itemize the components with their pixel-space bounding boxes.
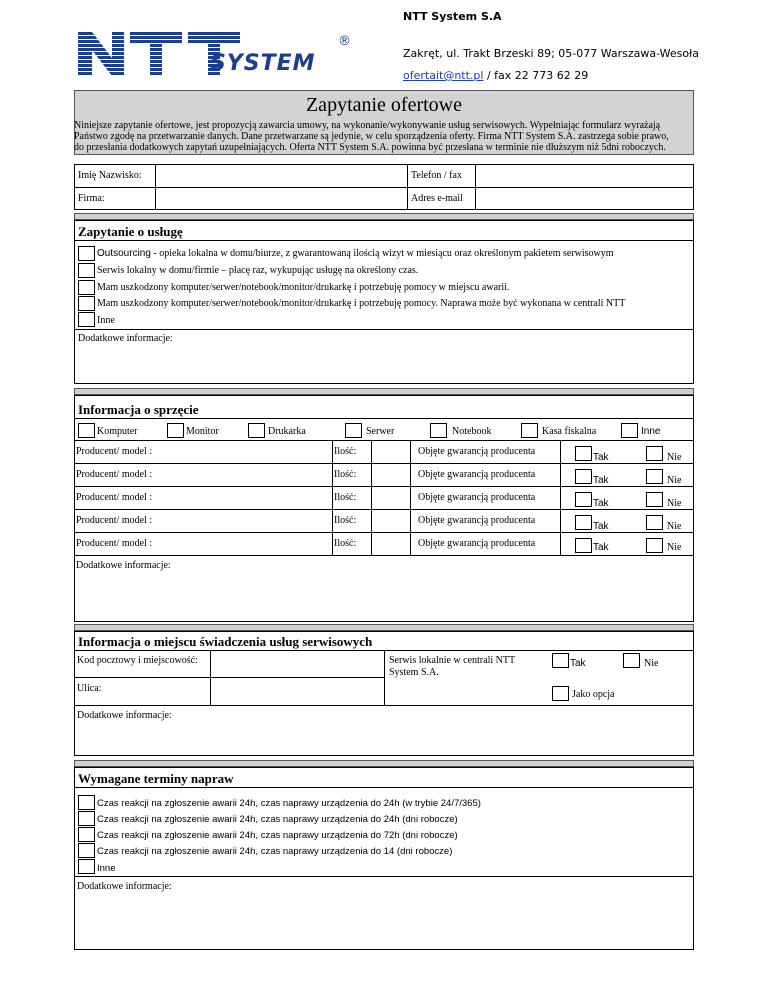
phone-label: Telefon / fax [411, 170, 462, 181]
warranty-yes-label: Tak [593, 475, 609, 486]
terms-additional-field[interactable] [75, 893, 693, 949]
phone-field[interactable] [476, 165, 693, 186]
intro-line: Niniejsze zapytanie ofertowe, jest propozycją zawarcia umowy, na wykonanie/wykonywanie usług serwisowych. Wypełniając formularz wyrażają [74, 120, 661, 131]
type-checkbox-monitor[interactable] [167, 423, 184, 438]
company-field[interactable] [156, 188, 406, 209]
email-link[interactable]: ofertait@ntt.pl [403, 69, 484, 82]
terms-option-24h: Czas reakcji na zgłoszenie awarii 24h, czas naprawy urządzenia do 24h (dni robocze) [97, 814, 458, 825]
type-checkbox-cash-register[interactable] [521, 423, 538, 438]
service-checkbox-other[interactable] [78, 312, 95, 327]
name-label: Imię Nazwisko: [78, 170, 142, 181]
registered-mark-icon: ® [338, 34, 351, 49]
warranty-yes-checkbox[interactable] [575, 538, 592, 553]
warranty-no-label: Nie [667, 475, 682, 486]
terms-checkbox-other[interactable] [78, 859, 95, 874]
terms-additional-label: Dodatkowe informacje: [77, 881, 172, 892]
equipment-row-model-label: Producent/ model : [76, 446, 153, 457]
service-option-onsite: Mam uszkodzony komputer/serwer/notebook/monitor/drukarkę i potrzebuję pomocy w miejscu awarii. [97, 282, 510, 293]
intro-line: do przesłania dodatkowych zapytań uzupełniających. Oferta NTT System S.A. powinna być przesłana w terminie nie dłuższym niż 5dni roboczych. [74, 142, 666, 153]
section-divider [74, 760, 694, 767]
service-checkbox-local[interactable] [78, 263, 95, 278]
central-service-label: Serwis lokalnie w centrali NTT System S.A. [389, 655, 515, 678]
type-label-printer: Drukarka [268, 426, 306, 437]
terms-checkbox-247[interactable] [78, 795, 95, 810]
warranty-yes-checkbox[interactable] [575, 446, 592, 461]
type-label-other: Inne [641, 426, 661, 437]
equipment-row-model-label: Producent/ model : [76, 492, 153, 503]
outsourcing-term: Outsourcing [97, 248, 151, 259]
name-field[interactable] [156, 165, 406, 186]
service-option-central: Mam uszkodzony komputer/serwer/notebook/monitor/drukarkę i potrzebuję pomocy. Naprawa może być wykonana w centrali NTT [97, 298, 626, 309]
central-yes-checkbox[interactable] [552, 653, 569, 668]
intro-text [74, 120, 669, 153]
type-label-computer: Komputer [97, 426, 138, 437]
street-field[interactable] [211, 678, 383, 704]
warranty-no-checkbox[interactable] [646, 515, 663, 530]
warranty-no-checkbox[interactable] [646, 538, 663, 553]
type-checkbox-server[interactable] [345, 423, 362, 438]
warranty-no-label: Nie [667, 452, 682, 463]
warranty-yes-label: Tak [593, 498, 609, 509]
warranty-no-label: Nie [667, 521, 682, 532]
terms-checkbox-72h[interactable] [78, 827, 95, 842]
warranty-no-label: Nie [667, 542, 682, 553]
page-title: Zapytanie ofertowe [305, 94, 463, 116]
warranty-no-checkbox[interactable] [646, 446, 663, 461]
service-checkbox-central[interactable] [78, 296, 95, 311]
central-optional-checkbox[interactable] [552, 686, 569, 701]
equipment-row-warranty-label: Objęte gwarancją producenta [418, 515, 536, 526]
equipment-additional-label: Dodatkowe informacje: [76, 560, 171, 571]
central-no-label: Nie [644, 658, 659, 669]
equipment-row-warranty-label: Objęte gwarancją producenta [418, 538, 536, 549]
type-checkbox-notebook[interactable] [430, 423, 447, 438]
type-checkbox-computer[interactable] [78, 423, 95, 438]
postal-label: Kod pocztowy i miejscowość: [77, 655, 198, 666]
section-divider [74, 388, 694, 395]
warranty-yes-checkbox[interactable] [575, 492, 592, 507]
warranty-no-label: Nie [667, 498, 682, 509]
equipment-row-warranty-label: Objęte gwarancją producenta [418, 469, 536, 480]
street-label: Ulica: [77, 683, 102, 694]
company-address: Zakręt, ul. Trakt Brzeski 89; 05-077 Warszawa-Wesoła [403, 47, 700, 60]
service-option-outsourcing [97, 248, 614, 259]
warranty-no-checkbox[interactable] [646, 492, 663, 507]
equipment-row-warranty-label: Objęte gwarancją producenta [418, 492, 536, 503]
equipment-row-qty-label: Ilość: [334, 469, 357, 480]
central-no-checkbox[interactable] [623, 653, 640, 668]
terms-checkbox-14d[interactable] [78, 843, 95, 858]
section-divider [74, 624, 694, 631]
company-label: Firma: [78, 193, 105, 204]
email-field[interactable] [476, 188, 693, 209]
equipment-heading: Informacja o sprzęcie [78, 402, 199, 417]
type-label-server: Serwer [366, 426, 395, 437]
type-label-monitor: Monitor [186, 426, 219, 437]
warranty-yes-label: Tak [593, 542, 609, 553]
central-optional-label: Jako opcja [572, 689, 615, 700]
company-contact [403, 69, 588, 82]
outsourcing-desc: - opieka lokalna w domu/biurze, z gwarantowaną ilością wizyt w miesiącu oraz określonym pakietem serwisowym [150, 248, 614, 259]
service-checkbox-onsite[interactable] [78, 280, 95, 295]
type-checkbox-printer[interactable] [248, 423, 265, 438]
terms-checkbox-24h[interactable] [78, 811, 95, 826]
location-additional-label: Dodatkowe informacje: [77, 710, 172, 721]
service-heading: Zapytanie o usługę [78, 224, 183, 239]
equipment-row-qty-label: Ilość: [334, 492, 357, 503]
warranty-yes-label: Tak [593, 452, 609, 463]
postal-field[interactable] [211, 651, 383, 676]
terms-option-14d: Czas reakcji na zgłoszenie awarii 24h, czas naprawy urządzenia do 14 (dni robocze) [97, 846, 453, 857]
service-option-other: Inne [97, 315, 115, 326]
section-divider [74, 213, 694, 220]
equipment-row-model-label: Producent/ model : [76, 538, 153, 549]
terms-heading: Wymagane terminy napraw [78, 771, 234, 786]
equipment-row-qty-label: Ilość: [334, 446, 357, 457]
terms-option-other: Inne [97, 863, 116, 874]
email-label: Adres e-mail [411, 193, 463, 204]
intro-line: Państwo zgodę na przetwarzanie danych. Dane przetwarzane są jedynie, w celu sporządzenia oferty. Firma NTT System S.A. zastrzega sobie prawo, [74, 131, 669, 142]
service-checkbox-outsourcing[interactable] [78, 246, 95, 261]
warranty-yes-checkbox[interactable] [575, 515, 592, 530]
fax-number: / fax 22 773 62 29 [483, 69, 589, 82]
company-name: NTT System S.A [403, 10, 502, 23]
equipment-row-qty-label: Ilość: [334, 515, 357, 526]
location-additional-field[interactable] [75, 722, 693, 755]
location-heading: Informacja o miejscu świadczenia usług serwisowych [78, 634, 373, 649]
equipment-row-warranty-label: Objęte gwarancją producenta [418, 446, 536, 457]
warranty-yes-label: Tak [593, 521, 609, 532]
central-yes-label: Tak [570, 658, 586, 669]
warranty-yes-checkbox[interactable] [575, 469, 592, 484]
type-label-cash-register: Kasa fiskalna [542, 426, 597, 437]
equipment-row-model-label: Producent/ model : [76, 469, 153, 480]
type-label-notebook: Notebook [452, 426, 492, 437]
equipment-row-model-label: Producent/ model : [76, 515, 153, 526]
warranty-no-checkbox[interactable] [646, 469, 663, 484]
terms-option-72h: Czas reakcji na zgłoszenie awarii 24h, czas naprawy urządzenia do 72h (dni robocze) [97, 830, 458, 841]
equipment-additional-field[interactable] [75, 572, 693, 621]
equipment-row-qty-label: Ilość: [334, 538, 357, 549]
type-checkbox-other[interactable] [621, 423, 638, 438]
service-additional-label: Dodatkowe informacje: [78, 333, 173, 344]
terms-option-247: Czas reakcji na zgłoszenie awarii 24h, czas naprawy urządzenia do 24h (w trybie 24/7/365) [97, 798, 481, 809]
logo-system-text: SYSTEM [210, 51, 316, 76]
service-additional-field[interactable] [75, 345, 693, 383]
service-option-local: Serwis lokalny w domu/firmie – płacę raz, wykupując usługę na określony czas. [97, 265, 419, 276]
